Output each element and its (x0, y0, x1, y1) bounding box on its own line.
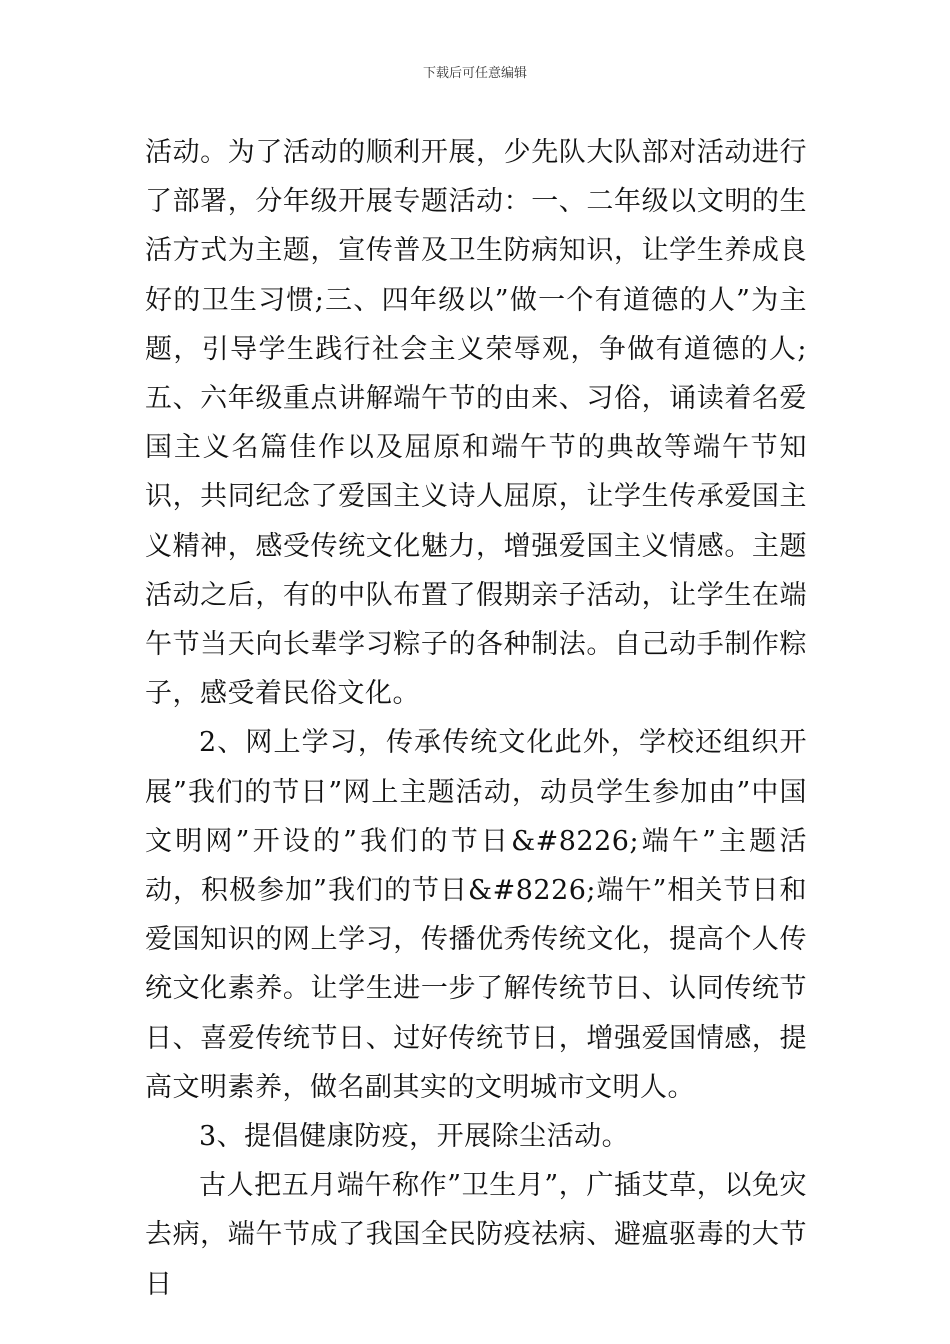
paragraph-online-learning: 2、网上学习，传承传统文化此外，学校还组织开展”我们的节日”网上主题活动，动员学生参加由”中国文明网”开设的”我们的节日&#8226;端午”主题活动，积极参加”我们的节日&#8226;端午”相关节日和爱国知识的网上学习，传播优秀传统文化，提高个人传统文化素养。让学生进一步了解传统节日、认同传统节日、喜爱传统节日、过好传统节日，增强爱国情感，提高文明素养，做名副其实的文明城市文明人。 (145, 727, 807, 1103)
paragraph-activities: 活动。为了活动的顺利开展，少先队大队部对活动进行了部署，分年级开展专题活动：一、二年级以文明的生活方式为主题，宣传普及卫生防病知识，让学生养成良好的卫生习惯;三、四年级以”做一个有道德的人”为主题，引导学生践行社会主义荣辱观，争做有道德的人;五、六年级重点讲解端午节的由来、习俗，诵读着名爱国主义名篇佳作以及屈原和端午节的典故等端午节知识，共同纪念了爱国主义诗人屈原，让学生传承爱国主义精神，感受传统文化魅力，增强爱国主义情感。主题活动之后，有的中队布置了假期亲子活动，让学生在端午节当天向长辈学习粽子的各种制法。自己动手制作粽子，感受着民俗文化。 (145, 137, 807, 710)
page-header-note: 下载后可任意编辑 (422, 66, 527, 81)
document-body (145, 128, 807, 1309)
paragraph-health-body: 古人把五月端午称作”卫生月”，广插艾草，以免灾去病，端午节成了我国全民防疫祛病、避瘟驱毒的大节日 (145, 1170, 807, 1300)
paragraph-health-heading: 3、提倡健康防疫，开展除尘活动。 (199, 1121, 630, 1153)
